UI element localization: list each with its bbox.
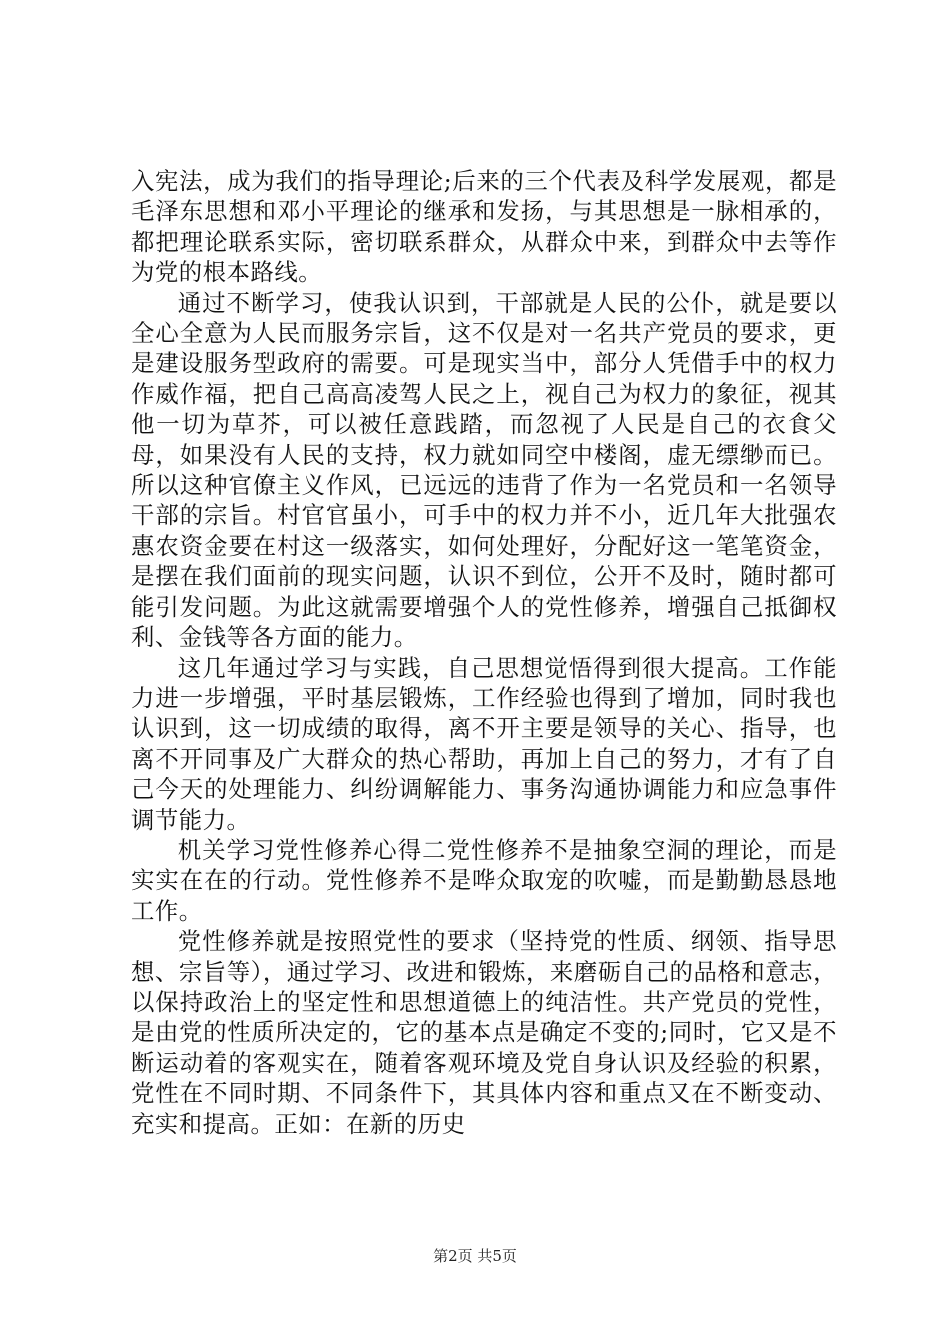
paragraph-1: 入宪法，成为我们的指导理论;后来的三个代表及科学发展观，都是毛泽东思想和邓小平理论的继承和发扬，与其思想是一脉相承的，都把理论联系实际，密切联系群众，从群众中来，到群众中去等作为党的根本路线。	[131, 167, 837, 287]
page-number-footer: 第2页 共5页	[433, 1247, 517, 1265]
paragraph-5: 党性修养就是按照党性的要求（坚持党的性质、纲领、指导思想、宗旨等），通过学习、改进和锻炼，来磨砺自己的品格和意志，以保持政治上的坚定性和思想道德上的纯洁性。共产党员的党性，是由党的性质所决定的，它的基本点是确定不变的;同时，它又是不断运动着的客观实在，随着客观环境及党自身认识及经验的积累，党性在不同时期、不同条件下，其具体内容和重点又在不断变动、充实和提高。正如：在新的历史	[131, 927, 837, 1138]
paragraph-3: 这几年通过学习与实践，自己思想觉悟得到很大提高。工作能力进一步增强，平时基层锻炼，工作经验也得到了增加，同时我也认识到，这一切成绩的取得，离不开主要是领导的关心、指导，也离不开同事及广大群众的热心帮助，再加上自己的努力，才有了自己今天的处理能力、纠纷调解能力、事务沟通协调能力和应急事件调节能力。	[131, 653, 837, 834]
paragraph-2: 通过不断学习，使我认识到，干部就是人民的公仆，就是要以全心全意为人民而服务宗旨，这不仅是对一名共产党员的要求，更是建设服务型政府的需要。可是现实当中，部分人凭借手中的权力作威作福，把自己高高凌驾人民之上，视自己为权力的象征，视其他一切为草芥，可以被任意践踏，而忽视了人民是自己的衣食父母，如果没有人民的支持，权力就如同空中楼阁，虚无缥缈而已。所以这种官僚主义作风，已远远的违背了作为一名党员和一名领导干部的宗旨。村官官虽小，可手中的权力并不小，近几年大批强农惠农资金要在村这一级落实，如何处理好，分配好这一笔笔资金，是摆在我们面前的现实问题，认识不到位，公开不及时，随时都可能引发问题。为此这就需要增强个人的党性修养，增强自己抵御权利、金钱等各方面的能力。	[131, 288, 837, 652]
paragraph-4: 机关学习党性修养心得二党性修养不是抽象空洞的理论，而是实实在在的行动。党性修养不是哗众取宠的吹嘘，而是勤勤恳恳地工作。	[131, 835, 837, 925]
document-body	[131, 166, 837, 1139]
